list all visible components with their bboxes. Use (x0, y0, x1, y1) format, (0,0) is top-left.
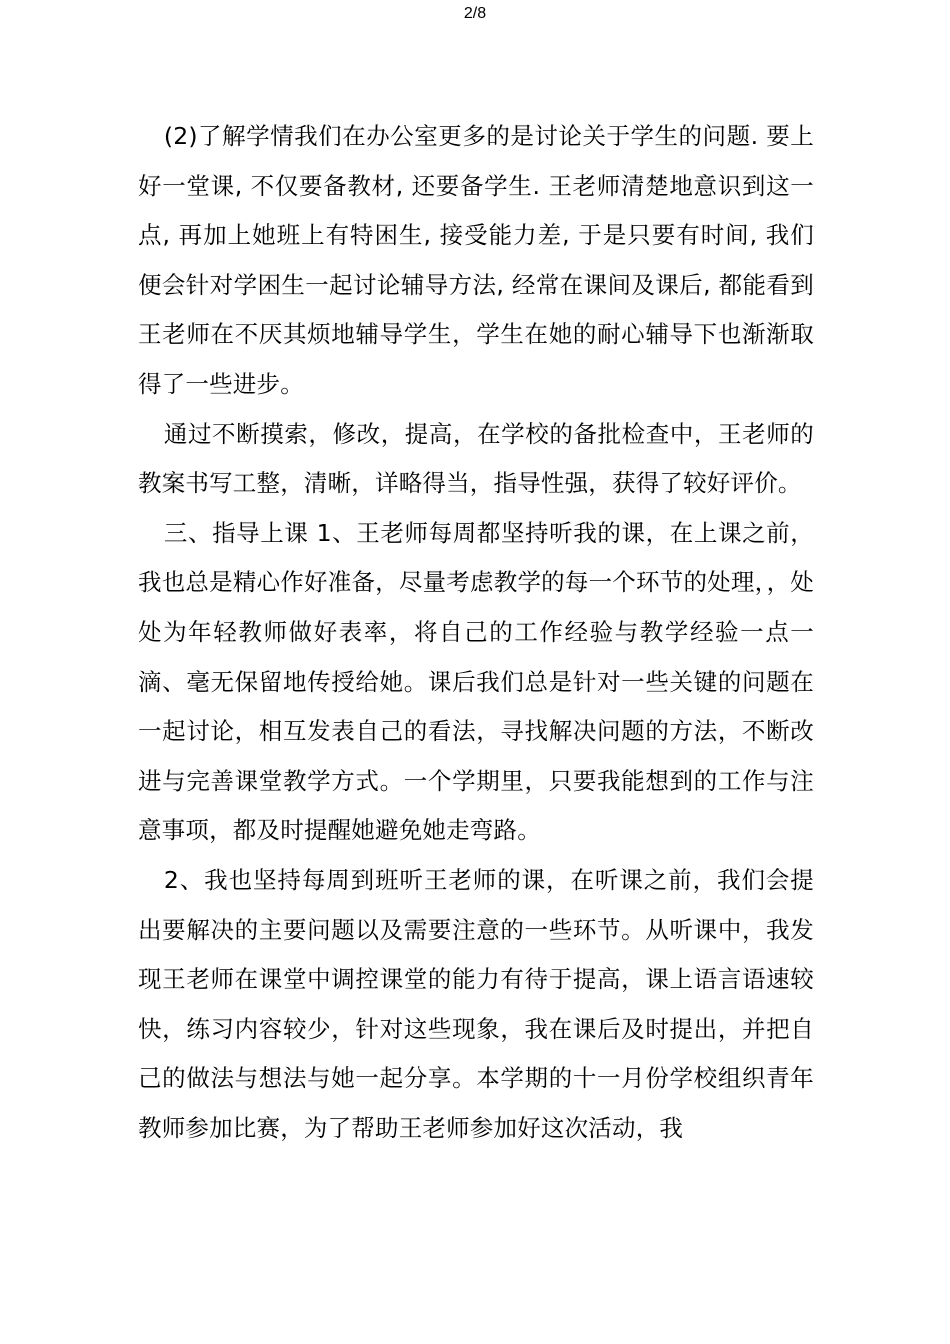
paragraph-understanding-students: (2)了解学情我们在办公室更多的是讨论关于学生的问题. 要上好一堂课, 不仅要备教材, 还要备学生. 王老师清楚地意识到这一点, 再加上她班上有特困生, 接受能力差, 于是只要有时间, 我们便会针对学困生一起讨论辅导方法, 经常在课间及课后, 都能看到王老师在不厌其烦地辅导学生，学生在她的耐心辅导下也渐渐取得了一些进步。 (138, 122, 814, 398)
document-body (138, 112, 814, 1153)
paragraph-lesson-plan-review: 通过不断摸索，修改，提高，在学校的备批检查中，王老师的教案书写工整，清晰，详略得当，指导性强，获得了较好评价。 (138, 419, 814, 498)
page-number: 2/8 (463, 5, 487, 22)
paragraph-class-observation: 2、我也坚持每周到班听王老师的课，在听课之前，我们会提出要解决的主要问题以及需要注意的一些环节。从听课中，我发现王老师在课堂中调控课堂的能力有待于提高，课上语言语速较快，练习内容较少，针对这些现象，我在课后及时提出，并把自己的做法与想法与她一起分享。本学期的十一月份学校组织青年教师参加比赛，为了帮助王老师参加好这次活动，我 (138, 865, 814, 1142)
paragraph-guided-teaching: 三、指导上课 1、王老师每周都坚持听我的课，在上课之前，我也总是精心作好准备，尽量考虑教学的每一个环节的处理，，处处为年轻教师做好表率，将自己的工作经验与教学经验一点一滴、毫无保留地传授给她。课后我们总是针对一些关键的问题在一起讨论，相互发表自己的看法，寻找解决问题的方法，不断改进与完善课堂教学方式。一个学期里，只要我能想到的工作与注意事项，都及时提醒她避免她走弯路。 (138, 518, 814, 845)
